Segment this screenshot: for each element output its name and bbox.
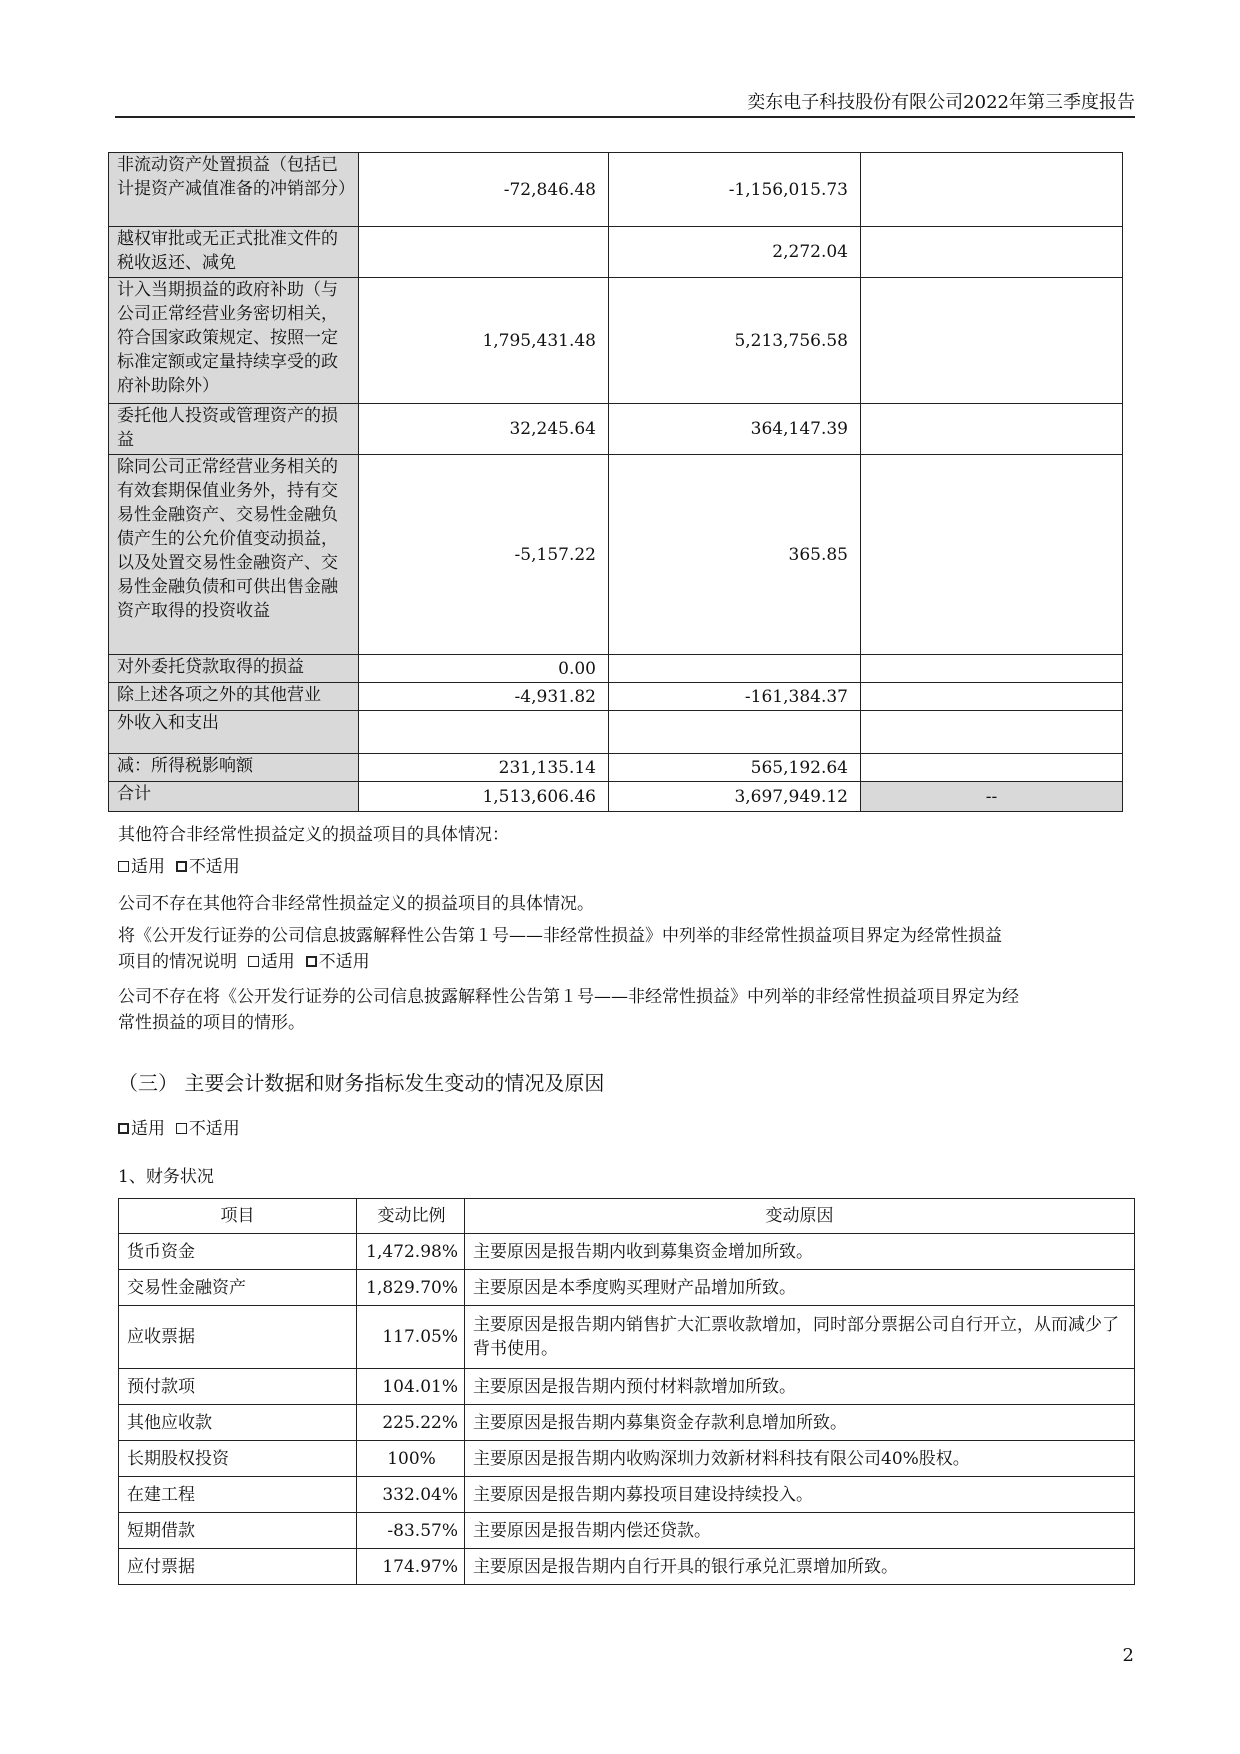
- item-cell: 在建工程: [119, 1477, 357, 1513]
- table-row: [109, 655, 1123, 683]
- current-period-value: -4,931.82: [359, 683, 609, 711]
- header-title: 奕东电子科技股份有限公司2022年第三季度报告: [747, 92, 1135, 113]
- reason-cell: 主要原因是报告期内募投项目建设持续投入。: [465, 1477, 1135, 1513]
- sub-heading: 1、财务状况: [118, 1167, 214, 1187]
- item-cell: 短期借款: [119, 1513, 357, 1549]
- reason-cell: 主要原因是报告期内自行开具的银行承兑汇票增加所致。: [465, 1549, 1135, 1585]
- ytd-value: [609, 711, 861, 754]
- current-period-value: 1,795,431.48: [359, 278, 609, 404]
- item-cell: 交易性金融资产: [119, 1270, 357, 1306]
- note-cell: [861, 153, 1123, 227]
- item-label: 计入当期损益的政府补助（与公司正常经营业务密切相关，符合国家政策规定、按照一定标准定额或定量持续享受的政府补助除外）: [109, 278, 359, 404]
- note-cell: [861, 655, 1123, 683]
- item-label: 减：所得税影响额: [109, 754, 359, 782]
- financial-status-table: [118, 1198, 1135, 1585]
- ratio-cell: 117.05%: [357, 1306, 465, 1369]
- table-row: [109, 404, 1123, 455]
- item-cell: 应收票据: [119, 1306, 357, 1369]
- ratio-cell: 1,829.70%: [357, 1270, 465, 1306]
- current-period-value: 1,513,606.46: [359, 782, 609, 812]
- current-period-value: [359, 711, 609, 754]
- current-period-value: -72,846.48: [359, 153, 609, 227]
- table-row: [109, 278, 1123, 404]
- ytd-value: 2,272.04: [609, 227, 861, 278]
- reclass-line2-text: 项目的情况说明: [118, 952, 237, 972]
- table-row: [119, 1477, 1135, 1513]
- ratio-cell: -83.57%: [357, 1513, 465, 1549]
- current-period-value: 231,135.14: [359, 754, 609, 782]
- note-cell: --: [861, 782, 1123, 812]
- reason-cell: 主要原因是报告期内偿还贷款。: [465, 1513, 1135, 1549]
- table-row: [109, 227, 1123, 278]
- ytd-value: 364,147.39: [609, 404, 861, 455]
- section-title: （三） 主要会计数据和财务指标发生变动的情况及原因: [118, 1071, 605, 1095]
- reason-cell: 主要原因是报告期内收购深圳力效新材料科技有限公司40%股权。: [465, 1441, 1135, 1477]
- table-row: [119, 1405, 1135, 1441]
- ratio-cell: 1,472.98%: [357, 1234, 465, 1270]
- applicability-option-2: [118, 1117, 240, 1141]
- reclass-none-line1: 公司不存在将《公开发行证券的公司信息披露解释性公告第１号——非经常性损益》中列举的非经常性损益项目界定为经: [118, 987, 1019, 1007]
- reclass-text-line2: [118, 950, 370, 974]
- ytd-value: 5,213,756.58: [609, 278, 861, 404]
- reason-cell: 主要原因是报告期内募集资金存款利息增加所致。: [465, 1405, 1135, 1441]
- applicable-label: 适用: [260, 952, 295, 972]
- note-cell: [861, 278, 1123, 404]
- ytd-value: 3,697,949.12: [609, 782, 861, 812]
- item-cell: 其他应收款: [119, 1405, 357, 1441]
- ytd-value: [609, 655, 861, 683]
- not-applicable-checkbox[interactable]: [306, 956, 317, 967]
- table-header-row: [119, 1199, 1135, 1234]
- applicable-label: 适用: [131, 1119, 165, 1139]
- table-row: [119, 1513, 1135, 1549]
- item-label: 非流动资产处置损益（包括已计提资产减值准备的冲销部分）: [109, 153, 359, 227]
- note-cell: [861, 754, 1123, 782]
- note-cell: [861, 683, 1123, 711]
- table-row: [109, 455, 1123, 655]
- non-recurring-items-table: [108, 152, 1123, 812]
- applicable-label: 适用: [131, 857, 165, 877]
- item-label: 除上述各项之外的其他营业: [109, 683, 359, 711]
- page-header: [115, 78, 1135, 118]
- item-label: 合计: [109, 782, 359, 812]
- item-label: 对外委托贷款取得的损益: [109, 655, 359, 683]
- reclass-none-line2: 常性损益的项目的情形。: [118, 1013, 305, 1033]
- current-period-value: 32,245.64: [359, 404, 609, 455]
- ratio-cell: 100%: [357, 1441, 465, 1477]
- item-label: 越权审批或无正式批准文件的税收返还、减免: [109, 227, 359, 278]
- applicable-checkbox[interactable]: [118, 1123, 129, 1134]
- item-cell: 预付款项: [119, 1369, 357, 1405]
- header-reason: 变动原因: [465, 1199, 1135, 1234]
- current-period-value: [359, 227, 609, 278]
- ytd-value: -1,156,015.73: [609, 153, 861, 227]
- table-row: [119, 1270, 1135, 1306]
- item-cell: 货币资金: [119, 1234, 357, 1270]
- ytd-value: -161,384.37: [609, 683, 861, 711]
- note-cell: [861, 711, 1123, 754]
- applicability-option-1: [118, 855, 240, 879]
- reason-cell: 主要原因是报告期内收到募集资金增加所致。: [465, 1234, 1135, 1270]
- item-cell: 长期股权投资: [119, 1441, 357, 1477]
- ratio-cell: 225.22%: [357, 1405, 465, 1441]
- table-row: [119, 1549, 1135, 1585]
- ratio-cell: 174.97%: [357, 1549, 465, 1585]
- note-cell: [861, 404, 1123, 455]
- applicable-checkbox[interactable]: [118, 861, 129, 872]
- table-row: [109, 711, 1123, 754]
- not-applicable-label: 不适用: [188, 1119, 240, 1139]
- not-applicable-checkbox[interactable]: [176, 1123, 187, 1134]
- ratio-cell: 104.01%: [357, 1369, 465, 1405]
- table-row: [119, 1306, 1135, 1369]
- ratio-cell: 332.04%: [357, 1477, 465, 1513]
- item-label: 外收入和支出: [109, 711, 359, 754]
- note-cell: [861, 455, 1123, 655]
- header-ratio: 变动比例: [357, 1199, 465, 1234]
- current-period-value: -5,157.22: [359, 455, 609, 655]
- table-row: [119, 1234, 1135, 1270]
- note-cell: [861, 227, 1123, 278]
- reason-cell: 主要原因是报告期内销售扩大汇票收款增加，同时部分票据公司自行开立，从而减少了背书使用。: [465, 1306, 1135, 1369]
- page-number: 2: [1122, 1645, 1134, 1666]
- table-row: [109, 153, 1123, 227]
- header-item: 项目: [119, 1199, 357, 1234]
- item-label: 委托他人投资或管理资产的损益: [109, 404, 359, 455]
- item-label: 除同公司正常经营业务相关的有效套期保值业务外，持有交易性金融资产、交易性金融负债产生的公允价值变动损益，以及处置交易性金融资产、交易性金融负债和可供出售金融资产取得的投资收益: [109, 455, 359, 655]
- total-row: [109, 782, 1123, 812]
- table-row: [109, 683, 1123, 711]
- not-applicable-checkbox[interactable]: [176, 861, 187, 872]
- table-row: [119, 1369, 1135, 1405]
- ytd-value: 365.85: [609, 455, 861, 655]
- table-row: [109, 754, 1123, 782]
- other-items-heading: 其他符合非经常性损益定义的损益项目的具体情况：: [118, 825, 509, 845]
- ytd-value: 565,192.64: [609, 754, 861, 782]
- reason-cell: 主要原因是报告期内预付材料款增加所致。: [465, 1369, 1135, 1405]
- table-row: [119, 1441, 1135, 1477]
- reclass-text-line1: 将《公开发行证券的公司信息披露解释性公告第１号——非经常性损益》中列举的非经常性损益项目界定为经常性损益: [118, 926, 1002, 946]
- item-cell: 应付票据: [119, 1549, 357, 1585]
- not-applicable-label: 不适用: [318, 952, 370, 972]
- not-applicable-label: 不适用: [188, 857, 240, 877]
- other-items-none-text: 公司不存在其他符合非经常性损益定义的损益项目的具体情况。: [118, 894, 594, 914]
- current-period-value: 0.00: [359, 655, 609, 683]
- reason-cell: 主要原因是本季度购买理财产品增加所致。: [465, 1270, 1135, 1306]
- applicable-checkbox[interactable]: [248, 956, 259, 967]
